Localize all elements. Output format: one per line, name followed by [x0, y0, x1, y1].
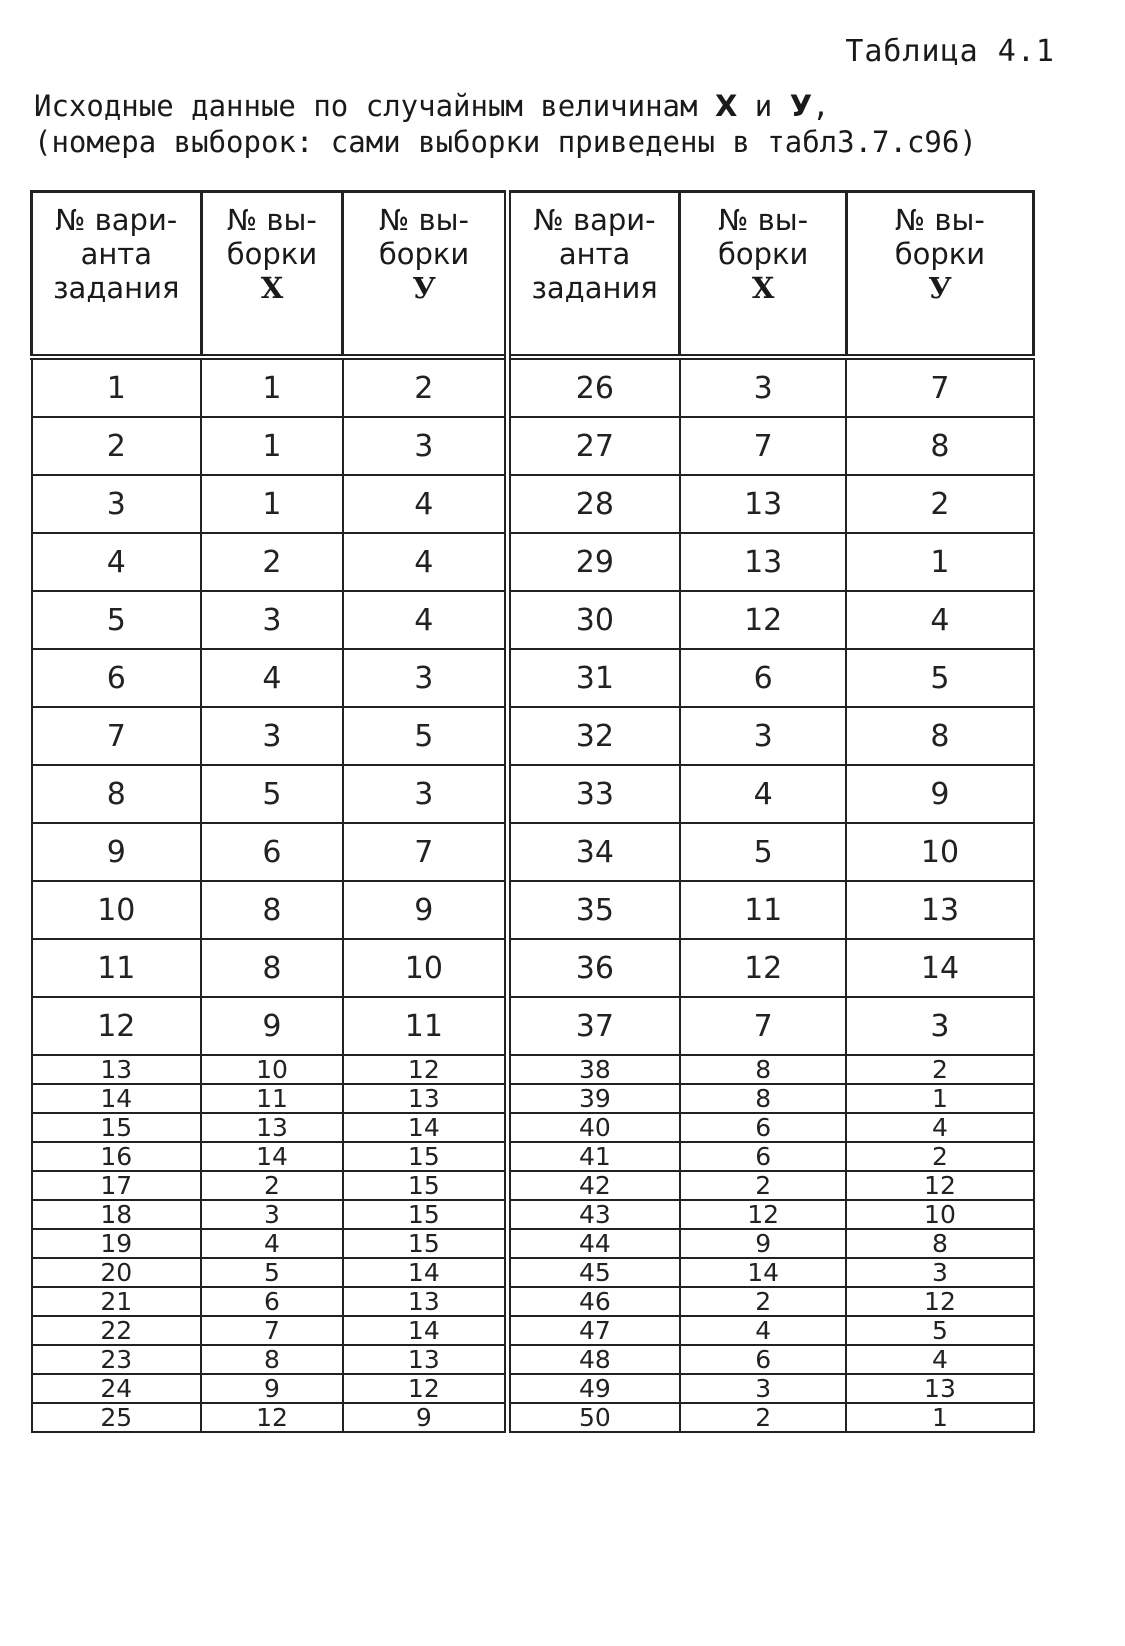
table-row: [32, 533, 1034, 591]
header-y-line1: № вы-: [895, 203, 985, 237]
sample-y-number-cell: 1: [846, 533, 1033, 591]
table-row: [32, 1142, 1034, 1171]
sample-x-number-cell: 2: [201, 533, 343, 591]
sample-y-number-cell: 1: [846, 1084, 1033, 1113]
sample-y-number-cell: 1: [846, 1403, 1033, 1432]
table-row: [32, 357, 1034, 417]
variant-number-cell: 30: [507, 591, 680, 649]
sample-x-number-cell: 14: [680, 1258, 846, 1287]
table-row: [32, 417, 1034, 475]
table-row: [32, 1374, 1034, 1403]
variant-number-cell: 29: [507, 533, 680, 591]
sample-y-number-cell: 10: [846, 1200, 1033, 1229]
sample-y-number-cell: 10: [343, 939, 507, 997]
sample-x-number-cell: 5: [680, 823, 846, 881]
sample-y-number-cell: 4: [846, 1345, 1033, 1374]
sample-x-number-cell: 2: [680, 1403, 846, 1432]
sample-y-number-cell: 7: [343, 823, 507, 881]
variant-number-cell: 20: [32, 1258, 202, 1287]
variant-number-cell: 31: [507, 649, 680, 707]
variant-number-cell: 38: [507, 1055, 680, 1084]
sample-x-number-cell: 4: [680, 1316, 846, 1345]
sample-x-number-cell: 3: [201, 1200, 343, 1229]
variant-number-cell: 39: [507, 1084, 680, 1113]
sample-y-number-cell: 12: [343, 1055, 507, 1084]
table-row: [32, 1084, 1034, 1113]
sample-x-number-cell: 8: [201, 881, 343, 939]
sample-x-number-cell: 12: [680, 591, 846, 649]
variant-number-cell: 33: [507, 765, 680, 823]
table-row: [32, 1229, 1034, 1258]
sample-y-number-cell: 13: [343, 1345, 507, 1374]
header-variant-line2: анта: [558, 237, 631, 271]
variant-number-cell: 46: [507, 1287, 680, 1316]
table-title: [34, 88, 1114, 160]
variant-number-cell: 24: [32, 1374, 202, 1403]
sample-y-number-cell: 13: [846, 1374, 1033, 1403]
sample-y-number-cell: 9: [343, 1403, 507, 1432]
header-sample-x-right: [680, 192, 846, 358]
sample-y-number-cell: 13: [343, 1287, 507, 1316]
sample-y-number-cell: 2: [846, 1142, 1033, 1171]
title-line-2: (номера выборок: сами выборки приведены в табл3.7.с96): [34, 125, 977, 159]
header-y-line2: борки: [894, 237, 986, 271]
sample-x-number-cell: 6: [201, 823, 343, 881]
table-row: [32, 823, 1034, 881]
table-row: [32, 997, 1034, 1055]
variant-number-cell: 11: [32, 939, 202, 997]
sample-x-number-cell: 12: [680, 1200, 846, 1229]
variant-number-cell: 8: [32, 765, 202, 823]
sample-y-number-cell: 12: [343, 1374, 507, 1403]
sample-x-number-cell: 5: [201, 765, 343, 823]
variant-number-cell: 27: [507, 417, 680, 475]
header-x-var: X: [260, 271, 284, 305]
sample-x-number-cell: 12: [201, 1403, 343, 1432]
sample-x-number-cell: 8: [680, 1084, 846, 1113]
variant-number-cell: 36: [507, 939, 680, 997]
header-variant-line3: задания: [53, 271, 180, 305]
title-var-x: X: [714, 89, 738, 123]
variant-number-cell: 47: [507, 1316, 680, 1345]
header-x-line1: № вы-: [227, 203, 317, 237]
sample-y-number-cell: 14: [343, 1113, 507, 1142]
variant-number-cell: 6: [32, 649, 202, 707]
sample-x-number-cell: 14: [201, 1142, 343, 1171]
header-y-line2: борки: [378, 237, 470, 271]
sample-x-number-cell: 11: [201, 1084, 343, 1113]
variant-number-cell: 2: [32, 417, 202, 475]
sample-y-number-cell: 4: [846, 1113, 1033, 1142]
variant-number-cell: 50: [507, 1403, 680, 1432]
variant-number-cell: 28: [507, 475, 680, 533]
variant-number-cell: 25: [32, 1403, 202, 1432]
variant-number-cell: 1: [32, 357, 202, 417]
table-row: [32, 591, 1034, 649]
sample-x-number-cell: 12: [680, 939, 846, 997]
title-line-1: [34, 88, 1114, 124]
sample-x-number-cell: 1: [201, 475, 343, 533]
table-row: [32, 1171, 1034, 1200]
variant-number-cell: 14: [32, 1084, 202, 1113]
sample-x-number-cell: 4: [680, 765, 846, 823]
sample-x-number-cell: 10: [201, 1055, 343, 1084]
variant-number-cell: 7: [32, 707, 202, 765]
header-y-var: У: [412, 271, 436, 305]
sample-y-number-cell: 14: [846, 939, 1033, 997]
sample-y-number-cell: 2: [846, 1055, 1033, 1084]
variant-number-cell: 34: [507, 823, 680, 881]
table-row: [32, 1316, 1034, 1345]
sample-y-number-cell: 13: [343, 1084, 507, 1113]
sample-x-number-cell: 6: [201, 1287, 343, 1316]
sample-y-number-cell: 8: [846, 707, 1033, 765]
sample-y-number-cell: 2: [343, 357, 507, 417]
sample-y-number-cell: 15: [343, 1200, 507, 1229]
table-row: [32, 1345, 1034, 1374]
header-sample-y-left: [343, 192, 507, 358]
sample-y-number-cell: 13: [846, 881, 1033, 939]
sample-y-number-cell: 3: [343, 649, 507, 707]
sample-y-number-cell: 4: [343, 591, 507, 649]
sample-y-number-cell: 10: [846, 823, 1033, 881]
sample-y-number-cell: 12: [846, 1287, 1033, 1316]
table-row: [32, 939, 1034, 997]
variant-number-cell: 10: [32, 881, 202, 939]
table-row: [32, 1113, 1034, 1142]
table-row: [32, 707, 1034, 765]
table-caption: Таблица 4.1: [845, 34, 1055, 69]
variant-number-cell: 15: [32, 1113, 202, 1142]
variant-number-cell: 18: [32, 1200, 202, 1229]
table-row: [32, 1403, 1034, 1432]
sample-y-number-cell: 12: [846, 1171, 1033, 1200]
table-row: [32, 1287, 1034, 1316]
variant-number-cell: 22: [32, 1316, 202, 1345]
sample-y-number-cell: 3: [343, 417, 507, 475]
sample-x-number-cell: 8: [680, 1055, 846, 1084]
sample-x-number-cell: 8: [201, 1345, 343, 1374]
table-row: [32, 475, 1034, 533]
table-row: [32, 1055, 1034, 1084]
header-variant-right: [507, 192, 680, 358]
sample-x-number-cell: 9: [680, 1229, 846, 1258]
samples-table: [30, 190, 1035, 1433]
header-x-line1: № вы-: [718, 203, 809, 237]
header-sample-x-left: [201, 192, 343, 358]
sample-x-number-cell: 3: [201, 591, 343, 649]
header-x-var: X: [751, 271, 775, 305]
sample-y-number-cell: 15: [343, 1142, 507, 1171]
sample-y-number-cell: 14: [343, 1258, 507, 1287]
variant-number-cell: 49: [507, 1374, 680, 1403]
header-x-line2: борки: [717, 237, 809, 271]
sample-x-number-cell: 7: [201, 1316, 343, 1345]
title-var-y: У: [789, 89, 813, 123]
variant-number-cell: 16: [32, 1142, 202, 1171]
table-row: [32, 881, 1034, 939]
title-suffix: ,: [812, 89, 830, 123]
sample-x-number-cell: 2: [680, 1171, 846, 1200]
sample-x-number-cell: 11: [680, 881, 846, 939]
sample-x-number-cell: 6: [680, 1142, 846, 1171]
sample-y-number-cell: 8: [846, 1229, 1033, 1258]
header-variant-line2: анта: [80, 237, 152, 271]
sample-x-number-cell: 13: [680, 475, 846, 533]
sample-x-number-cell: 3: [680, 707, 846, 765]
table-row: [32, 765, 1034, 823]
variant-number-cell: 42: [507, 1171, 680, 1200]
sample-x-number-cell: 3: [680, 1374, 846, 1403]
sample-x-number-cell: 5: [201, 1258, 343, 1287]
sample-y-number-cell: 3: [343, 765, 507, 823]
header-variant-line1: № вари-: [55, 203, 178, 237]
variant-number-cell: 5: [32, 591, 202, 649]
variant-number-cell: 44: [507, 1229, 680, 1258]
sample-x-number-cell: 3: [201, 707, 343, 765]
sample-x-number-cell: 9: [201, 1374, 343, 1403]
table-row: [32, 1258, 1034, 1287]
sample-x-number-cell: 1: [201, 417, 343, 475]
variant-number-cell: 3: [32, 475, 202, 533]
header-y-var: У: [928, 271, 952, 305]
sample-x-number-cell: 9: [201, 997, 343, 1055]
sample-x-number-cell: 4: [201, 649, 343, 707]
sample-y-number-cell: 5: [846, 649, 1033, 707]
sample-y-number-cell: 4: [343, 475, 507, 533]
sample-y-number-cell: 3: [846, 1258, 1033, 1287]
variant-number-cell: 9: [32, 823, 202, 881]
sample-y-number-cell: 14: [343, 1316, 507, 1345]
sample-y-number-cell: 3: [846, 997, 1033, 1055]
table-row: [32, 1200, 1034, 1229]
sample-x-number-cell: 2: [201, 1171, 343, 1200]
variant-number-cell: 35: [507, 881, 680, 939]
header-row: [32, 192, 1034, 358]
sample-x-number-cell: 7: [680, 997, 846, 1055]
sample-y-number-cell: 11: [343, 997, 507, 1055]
sample-y-number-cell: 15: [343, 1171, 507, 1200]
variant-number-cell: 17: [32, 1171, 202, 1200]
table-body: [32, 357, 1034, 1432]
variant-number-cell: 45: [507, 1258, 680, 1287]
sample-y-number-cell: 4: [343, 533, 507, 591]
table-row: [32, 649, 1034, 707]
sample-y-number-cell: 9: [846, 765, 1033, 823]
header-variant-left: [32, 192, 202, 358]
sample-y-number-cell: 15: [343, 1229, 507, 1258]
variant-number-cell: 4: [32, 533, 202, 591]
variant-number-cell: 32: [507, 707, 680, 765]
sample-y-number-cell: 4: [846, 591, 1033, 649]
variant-number-cell: 48: [507, 1345, 680, 1374]
variant-number-cell: 41: [507, 1142, 680, 1171]
header-variant-line1: № вари-: [533, 203, 656, 237]
sample-y-number-cell: 2: [846, 475, 1033, 533]
sample-x-number-cell: 3: [680, 357, 846, 417]
title-prefix: Исходные данные по случайным величинам: [34, 89, 698, 123]
sample-x-number-cell: 2: [680, 1287, 846, 1316]
sample-x-number-cell: 1: [201, 357, 343, 417]
sample-x-number-cell: 6: [680, 1113, 846, 1142]
variant-number-cell: 26: [507, 357, 680, 417]
sample-x-number-cell: 13: [680, 533, 846, 591]
title-conj: и: [754, 89, 773, 123]
variant-number-cell: 13: [32, 1055, 202, 1084]
variant-number-cell: 37: [507, 997, 680, 1055]
sample-y-number-cell: 8: [846, 417, 1033, 475]
sample-y-number-cell: 9: [343, 881, 507, 939]
header-x-line2: борки: [226, 237, 318, 271]
variant-number-cell: 23: [32, 1345, 202, 1374]
sample-y-number-cell: 5: [343, 707, 507, 765]
variant-number-cell: 40: [507, 1113, 680, 1142]
sample-x-number-cell: 4: [201, 1229, 343, 1258]
variant-number-cell: 19: [32, 1229, 202, 1258]
sample-y-number-cell: 5: [846, 1316, 1033, 1345]
variant-number-cell: 21: [32, 1287, 202, 1316]
variant-number-cell: 12: [32, 997, 202, 1055]
header-y-line1: № вы-: [379, 203, 469, 237]
sample-x-number-cell: 8: [201, 939, 343, 997]
sample-x-number-cell: 7: [680, 417, 846, 475]
sample-x-number-cell: 6: [680, 1345, 846, 1374]
header-sample-y-right: [846, 192, 1033, 358]
header-variant-line3: задания: [531, 271, 658, 305]
sample-x-number-cell: 13: [201, 1113, 343, 1142]
variant-number-cell: 43: [507, 1200, 680, 1229]
sample-y-number-cell: 7: [846, 357, 1033, 417]
sample-x-number-cell: 6: [680, 649, 846, 707]
